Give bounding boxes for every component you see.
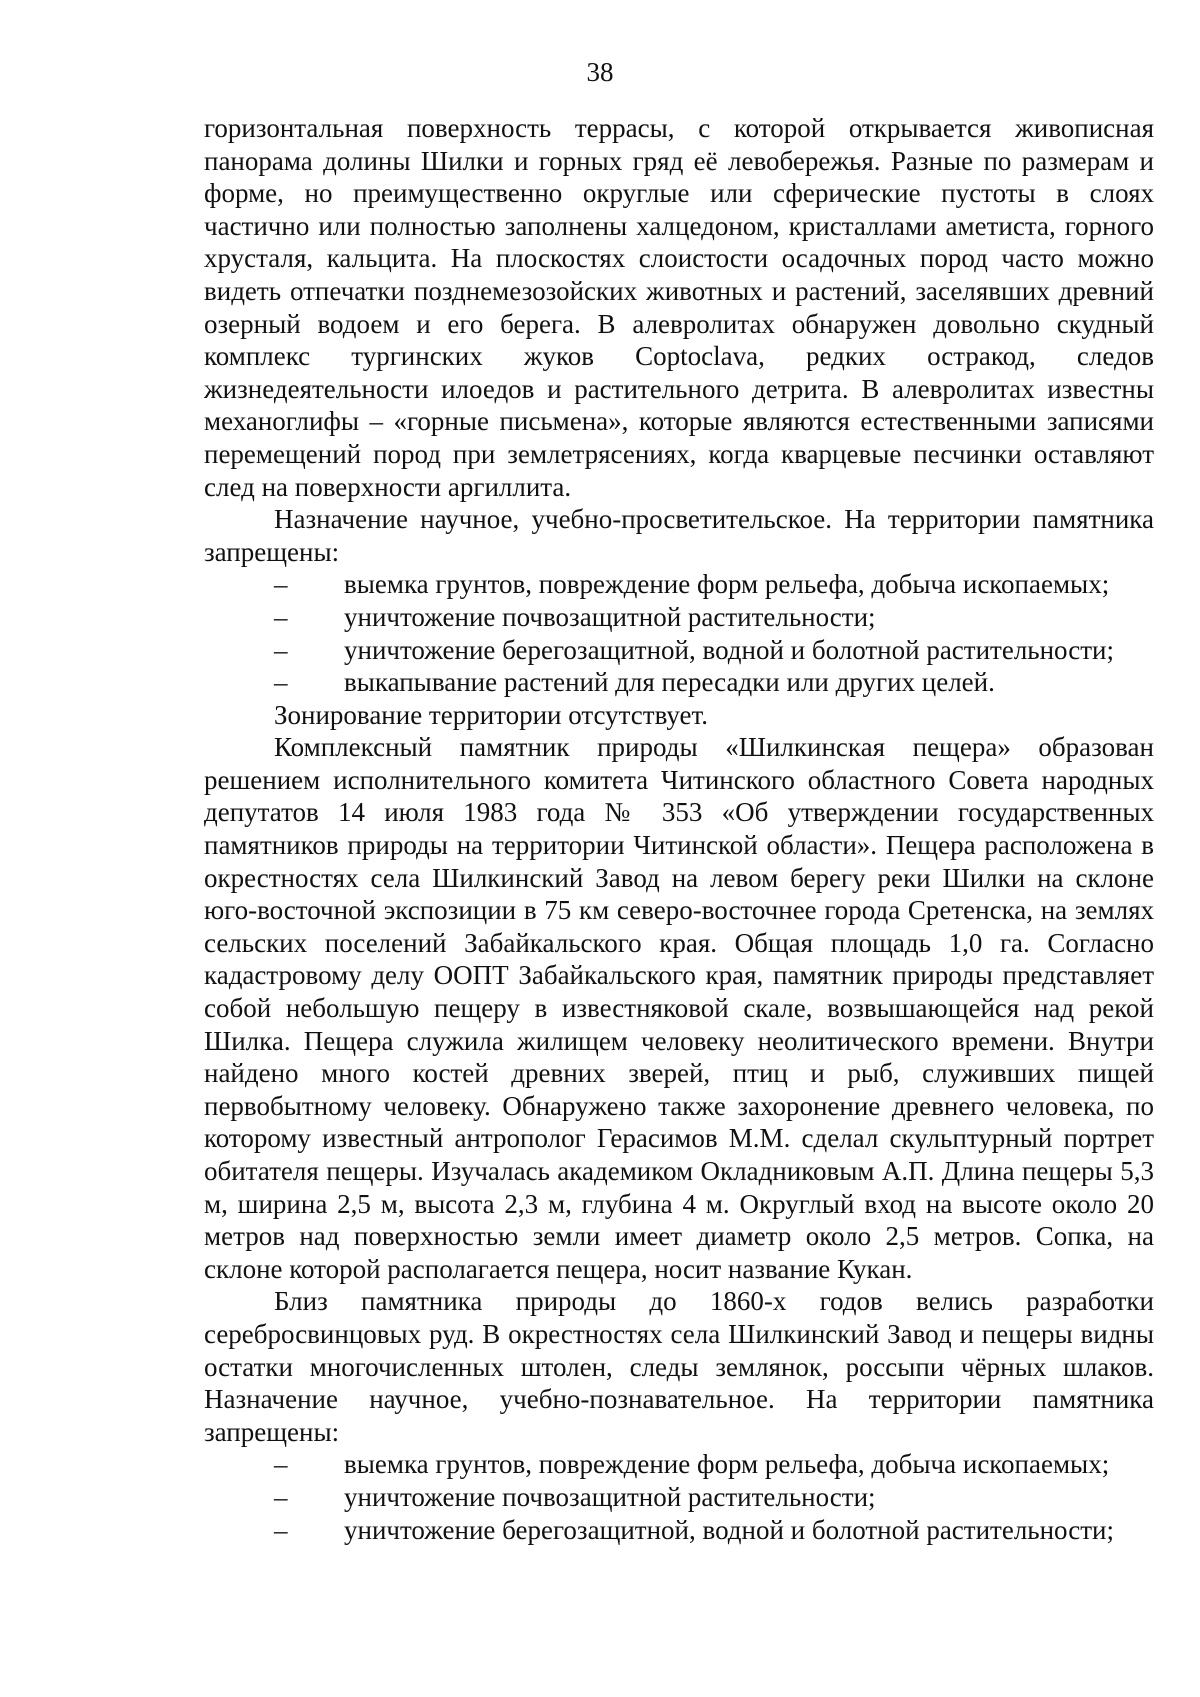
list-item [204,1481,1154,1514]
prohibitions-list-1 [204,568,1154,698]
list-item-text: уничтожение берегозащитной, водной и болотной растительности; [344,1514,1114,1545]
dash-marker: – [274,634,288,665]
list-item-text: выемка грунтов, повреждение форм рельефа, добыча ископаемых; [344,569,1110,600]
list-item [204,1448,1154,1481]
list-item [204,601,1154,634]
list-item-text: уничтожение почвозащитной растительности; [344,601,876,632]
list-item-text: выемка грунтов, повреждение форм рельефа, добыча ископаемых; [344,1449,1110,1480]
list-item [204,1514,1154,1547]
list-item [204,568,1154,601]
paragraph-ore-mining: Близ памятника природы до 1860-х годов велись разработки серебросвинцовых руд. В окрестностях села Шилкинский Завод и пещеры видны остатки многочисленных штолен, следы землянок, россыпи чёрных шлаков. Назначение научное, учебно-познавательное. На территории памятника запрещены: [204,1286,1154,1447]
dash-marker: – [274,667,288,698]
page-body [204,112,1154,1546]
dash-marker: – [274,1449,288,1480]
dash-marker: – [274,569,288,600]
list-item-text: уничтожение берегозащитной, водной и болотной растительности; [344,634,1114,665]
prohibitions-list-2 [204,1448,1154,1546]
list-item [204,666,1154,699]
dash-marker: – [274,1514,288,1545]
dash-marker: – [274,601,288,632]
paragraph-terrace-description: горизонтальная поверхность террасы, с которой открывается живописная панорама долины Шилки и горных гряд её левобережья. Разные по размерам и форме, но преимущественно округлые или сферические пустоты в слоях частично или полностью заполнены халцедоном, кристаллами аметиста, горного хрусталя, кальцита. На плоскостях слоистости осадочных пород часто можно видеть отпечатки позднемезозойских животных и растений, заселявших древний озерный водоем и его берега. В алевролитах обнаружен довольно скудный комплекс тургинских жуков Coptoclava, редких остракод, следов жизнедеятельности илоедов и растительного детрита. В алевролитах известны механоглифы – «горные письмена», которые являются естественными записями перемещений пород при землетрясениях, когда кварцевые песчинки оставляют след на поверхности аргиллита. [204,113,1154,502]
page-number: 38 [586,57,614,87]
dash-marker: – [274,1481,288,1512]
paragraph-purpose-1: Назначение научное, учебно-просветительское. На территории памятника запрещены: [204,504,1154,567]
paragraph-zoning: Зонирование территории отсутствует. [274,699,709,730]
list-item-text: уничтожение почвозащитной растительности; [344,1481,876,1512]
list-item [204,634,1154,667]
paragraph-shilka-cave: Комплексный памятник природы «Шилкинская пещера» образован решением исполнительного комитета Читинского областного Совета народных депутатов 14 июля 1983 года № 353 «Об утверждении государственных памятников природы на территории Читинской области». Пещера расположена в окрестностях села Шилкинский Завод на левом берегу реки Шилки на склоне юго-восточной экспозиции в 75 км северо-восточнее города Сретенска, на землях сельских поселений Забайкальского края. Общая площадь 1,0 га. Согласно кадастровому делу ООПТ Забайкальского края, памятник природы представляет собой небольшую пещеру в известняковой скале, возвышающейся над рекой Шилка. Пещера служила жилищем человеку неолитического времени. Внутри найдено много костей древних зверей, птиц и рыб, служивших пищей первобытному человеку. Обнаружено также захоронение древнего человека, по которому известный антрополог Герасимов М.М. сделал скульптурный портрет обитателя пещеры. Изучалась академиком Окладниковым А.П. Длина пещеры 5,3 м, ширина 2,5 м, высота 2,3 м, глубина 4 м. Округлый вход на высоте около 20 метров над поверхностью земли имеет диаметр около 2,5 метров. Сопка, на склоне которой располагается пещера, носит название Кукан. [204,732,1154,1284]
list-item-text: выкапывание растений для пересадки или других целей. [344,667,995,698]
